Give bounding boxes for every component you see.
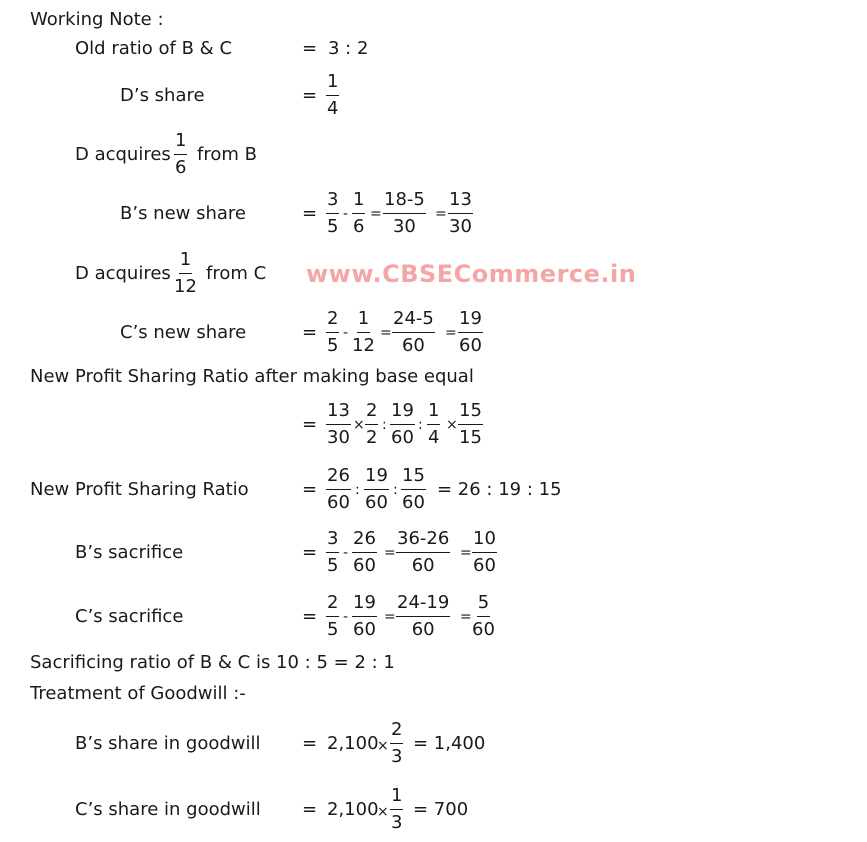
times-sign: × <box>353 417 365 433</box>
fraction <box>326 189 339 238</box>
fraction <box>472 592 495 641</box>
npsr-label: New Profit Sharing Ratio <box>30 479 249 500</box>
times-sign: × <box>377 804 389 820</box>
numerator: 13 <box>326 400 351 425</box>
numerator: 18-5 <box>383 189 426 214</box>
denominator: 60 <box>473 555 496 576</box>
denominator: 60 <box>411 555 435 576</box>
eq-sign: = <box>302 799 318 820</box>
base-equal-heading: New Profit Sharing Ratio after making base equal <box>30 366 474 387</box>
d-acquires-b-suffix: from B <box>197 144 257 165</box>
denominator: 60 <box>472 619 495 640</box>
numerator: 13 <box>448 189 473 214</box>
eq-sign: = <box>302 203 318 224</box>
numerator: 36-26 <box>396 528 450 553</box>
numerator: 26 <box>326 465 351 490</box>
equals-sign: = <box>384 545 396 561</box>
d-acquires-c-suffix: from C <box>206 263 267 284</box>
denominator: 12 <box>352 335 375 356</box>
fraction <box>326 465 351 514</box>
denominator: 3 <box>391 812 403 833</box>
eq-sign: = <box>302 38 318 59</box>
numerator: 1 <box>174 130 187 155</box>
denominator: 15 <box>459 427 482 448</box>
numerator: 2 <box>390 719 403 744</box>
fraction <box>174 249 197 298</box>
fraction <box>448 189 473 238</box>
fraction <box>392 308 435 357</box>
denominator: 3 <box>391 746 403 767</box>
numerator: 1 <box>390 785 403 810</box>
times-sign: × <box>377 738 389 754</box>
b-goodwill-amount: 2,100 <box>327 733 379 754</box>
fraction <box>427 400 440 449</box>
denominator: 60 <box>391 427 414 448</box>
fraction <box>326 400 351 449</box>
numerator: 1 <box>179 249 192 274</box>
denominator: 4 <box>327 98 339 119</box>
fraction <box>352 308 375 357</box>
fraction <box>364 465 389 514</box>
old-ratio-value: 3 : 2 <box>328 38 369 59</box>
denominator: 5 <box>327 619 339 640</box>
denominator: 12 <box>174 276 197 297</box>
numerator: 2 <box>326 592 339 617</box>
denominator: 6 <box>353 216 365 237</box>
denominator: 30 <box>449 216 472 237</box>
numerator: 24-19 <box>396 592 450 617</box>
denominator: 5 <box>327 216 339 237</box>
numerator: 24-5 <box>392 308 435 333</box>
eq-sign: = <box>302 733 318 754</box>
minus-sign: - <box>343 206 349 222</box>
b-goodwill-result: = 1,400 <box>413 733 486 754</box>
treatment-heading: Treatment of Goodwill :- <box>30 683 246 704</box>
fraction <box>352 189 365 238</box>
equals-sign: = <box>460 545 472 561</box>
denominator: 30 <box>327 427 350 448</box>
c-new-share-label: C’s new share <box>120 322 247 343</box>
fraction <box>365 400 378 449</box>
fraction <box>390 719 403 768</box>
equals-sign: = <box>445 325 457 341</box>
numerator: 1 <box>357 308 370 333</box>
old-ratio-label: Old ratio of B & C <box>75 38 233 59</box>
numerator: 19 <box>364 465 389 490</box>
eq-sign: = <box>302 542 318 563</box>
fraction <box>401 465 426 514</box>
c-goodwill-label: C’s share in goodwill <box>75 799 261 820</box>
numerator: 2 <box>326 308 339 333</box>
denominator: 6 <box>175 157 187 178</box>
numerator: 10 <box>472 528 497 553</box>
colon-sign: : <box>393 482 398 498</box>
sacrificing-ratio-text: Sacrificing ratio of B & C is 10 : 5 = 2 : 1 <box>30 652 395 673</box>
numerator: 5 <box>477 592 490 617</box>
minus-sign: - <box>343 609 349 625</box>
c-goodwill-amount: 2,100 <box>327 799 379 820</box>
fraction <box>326 592 339 641</box>
fraction <box>396 592 450 641</box>
b-new-share-label: B’s new share <box>120 203 246 224</box>
equals-sign: = <box>370 206 382 222</box>
numerator: 19 <box>458 308 483 333</box>
equals-sign: = <box>380 325 392 341</box>
numerator: 26 <box>352 528 377 553</box>
numerator: 19 <box>352 592 377 617</box>
watermark: www.CBSECommerce.in <box>306 260 637 288</box>
npsr-result: = 26 : 19 : 15 <box>437 479 562 500</box>
fraction <box>390 400 415 449</box>
fraction <box>472 528 497 577</box>
eq-sign: = <box>302 85 318 106</box>
colon-sign: : <box>382 417 387 433</box>
fraction <box>458 400 483 449</box>
d-acquires-b-prefix: D acquires <box>75 144 171 165</box>
fraction <box>458 308 483 357</box>
eq-sign: = <box>302 606 318 627</box>
numerator: 1 <box>352 189 365 214</box>
minus-sign: - <box>343 545 349 561</box>
denominator: 60 <box>365 492 388 513</box>
b-goodwill-label: B’s share in goodwill <box>75 733 261 754</box>
times-sign: × <box>446 417 458 433</box>
fraction <box>352 528 377 577</box>
c-goodwill-result: = 700 <box>413 799 469 820</box>
fraction <box>390 785 403 834</box>
working-note-heading: Working Note : <box>30 9 164 30</box>
equals-sign: = <box>435 206 447 222</box>
denominator: 60 <box>353 555 376 576</box>
numerator: 3 <box>326 528 339 553</box>
numerator: 2 <box>365 400 378 425</box>
denominator: 5 <box>327 335 339 356</box>
minus-sign: - <box>343 325 349 341</box>
equals-sign: = <box>460 609 472 625</box>
denominator: 30 <box>392 216 416 237</box>
numerator: 1 <box>326 71 339 96</box>
numerator: 19 <box>390 400 415 425</box>
fraction <box>326 528 339 577</box>
denominator: 60 <box>353 619 376 640</box>
b-sacrifice-label: B’s sacrifice <box>75 542 184 563</box>
c-sacrifice-label: C’s sacrifice <box>75 606 184 627</box>
d-acquires-c-prefix: D acquires <box>75 263 171 284</box>
denominator: 5 <box>327 555 339 576</box>
denominator: 60 <box>411 619 435 640</box>
denominator: 60 <box>327 492 350 513</box>
denominator: 2 <box>366 427 378 448</box>
fraction <box>326 71 339 120</box>
fraction <box>326 308 339 357</box>
denominator: 60 <box>402 492 425 513</box>
equals-sign: = <box>384 609 396 625</box>
fraction <box>383 189 426 238</box>
eq-sign: = <box>302 414 318 435</box>
fraction <box>352 592 377 641</box>
fraction <box>396 528 450 577</box>
denominator: 60 <box>401 335 425 356</box>
numerator: 15 <box>458 400 483 425</box>
fraction <box>174 130 187 179</box>
numerator: 15 <box>401 465 426 490</box>
colon-sign: : <box>355 482 360 498</box>
colon-sign: : <box>418 417 423 433</box>
denominator: 60 <box>459 335 482 356</box>
numerator: 3 <box>326 189 339 214</box>
denominator: 4 <box>428 427 440 448</box>
d-share-label: D’s share <box>120 85 205 106</box>
eq-sign: = <box>302 322 318 343</box>
eq-sign: = <box>302 479 318 500</box>
numerator: 1 <box>427 400 440 425</box>
